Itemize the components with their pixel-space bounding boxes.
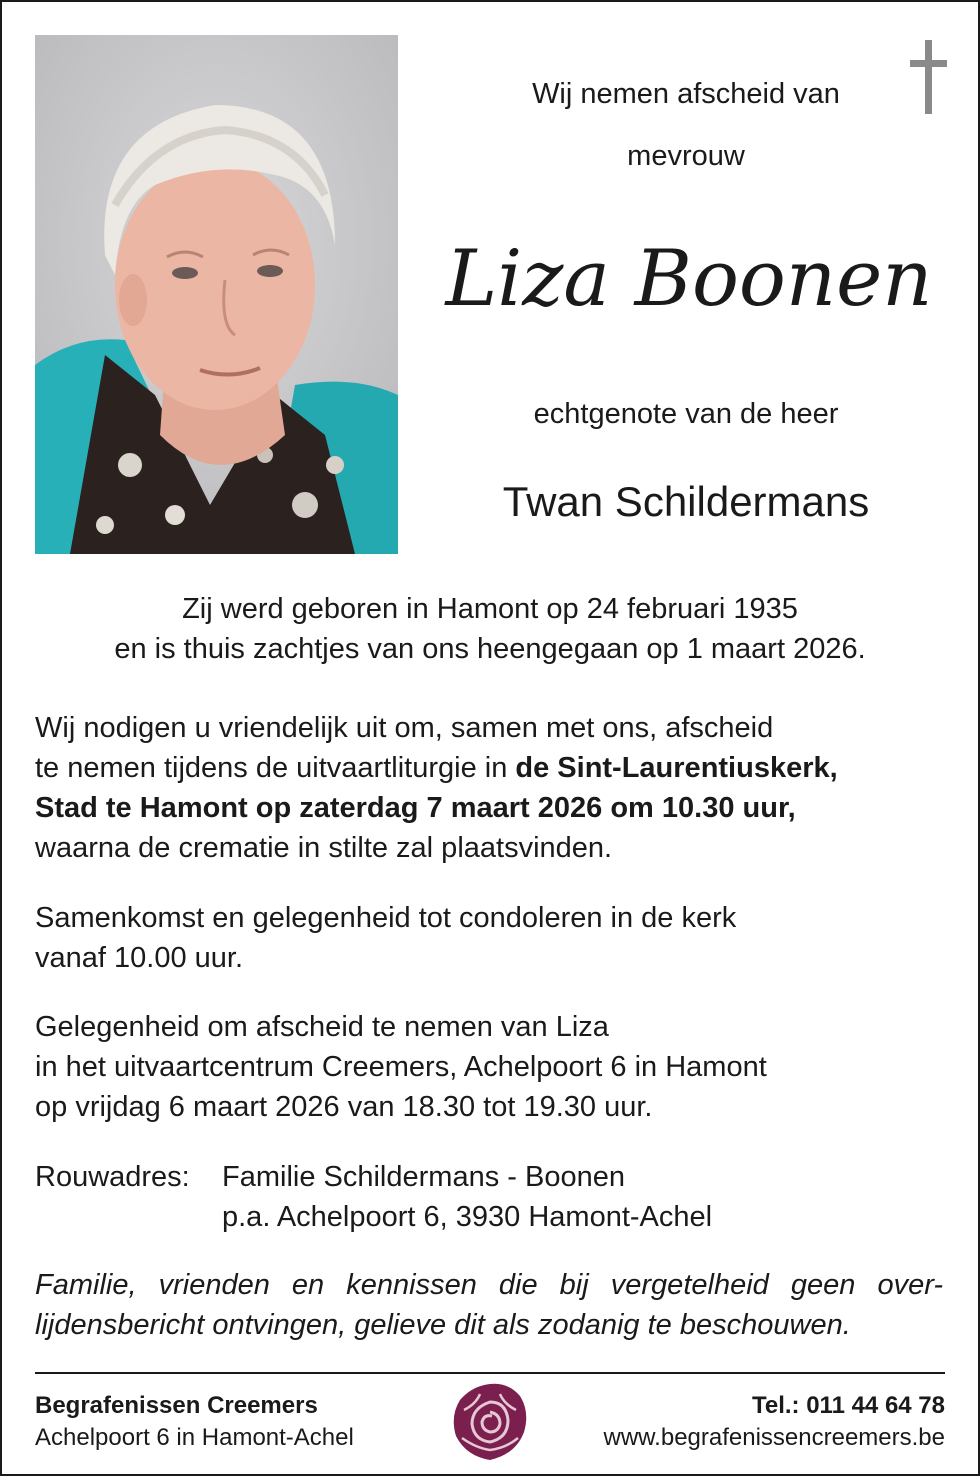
portrait-photo (35, 35, 398, 554)
life-dates (35, 589, 945, 669)
gathering-paragraph (35, 898, 955, 978)
website-link[interactable]: www.begrafenissencreemers.be (603, 1424, 945, 1451)
spouse-intro: echtgenote van de heer (533, 398, 839, 430)
gathering-line: Samenkomst en gelegenheid tot condoleren in de kerk (35, 902, 737, 934)
deceased-name (424, 207, 954, 357)
notice-line: Familie, vrienden en kennissen die bij vergetelheid geen over- (35, 1269, 943, 1301)
ceremony-line: Wij nodigen u vriendelijk uit om, samen met ons, afscheid (35, 712, 774, 744)
intro-line: Wij nemen afscheid van (532, 78, 840, 110)
title-line: mevrouw (627, 140, 745, 172)
svg-text:Liza Boonen: Liza Boonen (445, 234, 933, 324)
funeral-home-info (35, 1390, 354, 1454)
funeral-home-name: Begrafenissen Creemers (35, 1392, 318, 1419)
birth-line: Zij werd geboren in Hamont op 24 februari 1935 (182, 593, 798, 625)
spouse-name: Twan Schildermans (502, 478, 870, 525)
address-label: Rouwadres: (35, 1161, 190, 1193)
divider (35, 1372, 945, 1374)
viewing-line: Gelegenheid om afscheid te nemen van Liza (35, 1011, 609, 1043)
gathering-line: vanaf 10.00 uur. (35, 942, 243, 974)
viewing-paragraph (35, 1007, 955, 1127)
mourning-address (222, 1157, 712, 1237)
viewing-line: op vrijdag 6 maart 2026 van 18.30 tot 19.30 uur. (35, 1091, 653, 1123)
funeral-home-contact (604, 1390, 946, 1454)
rose-logo-icon (450, 1380, 530, 1464)
death-line: en is thuis zachtjes van ons heengegaan op 1 maart 2026. (114, 633, 866, 665)
ceremony-paragraph (35, 708, 955, 868)
address-line: p.a. Achelpoort 6, 3930 Hamont-Achel (222, 1201, 713, 1233)
ceremony-line: te nemen tijdens de uitvaartliturgie in de Sint-Laurentiuskerk, (35, 752, 838, 784)
ceremony-date: Stad te Hamont op zaterdag 7 maart 2026 om 10.30 uur, (35, 792, 796, 824)
notice-line: lijdensbericht ontvingen, gelieve dit als zodanig te beschouwen. (35, 1309, 851, 1341)
ceremony-line (35, 788, 955, 828)
funeral-home-address: Achelpoort 6 in Hamont-Achel (35, 1424, 354, 1451)
viewing-line: in het uitvaartcentrum Creemers, Achelpoort 6 in Hamont (35, 1051, 767, 1083)
phone-number: Tel.: 011 44 64 78 (751, 1392, 945, 1419)
ceremony-line: waarna de crematie in stilte zal plaatsvinden. (35, 832, 613, 864)
address-line: Familie Schildermans - Boonen (222, 1161, 625, 1193)
church-name: de Sint-Laurentiuskerk, (515, 752, 838, 784)
